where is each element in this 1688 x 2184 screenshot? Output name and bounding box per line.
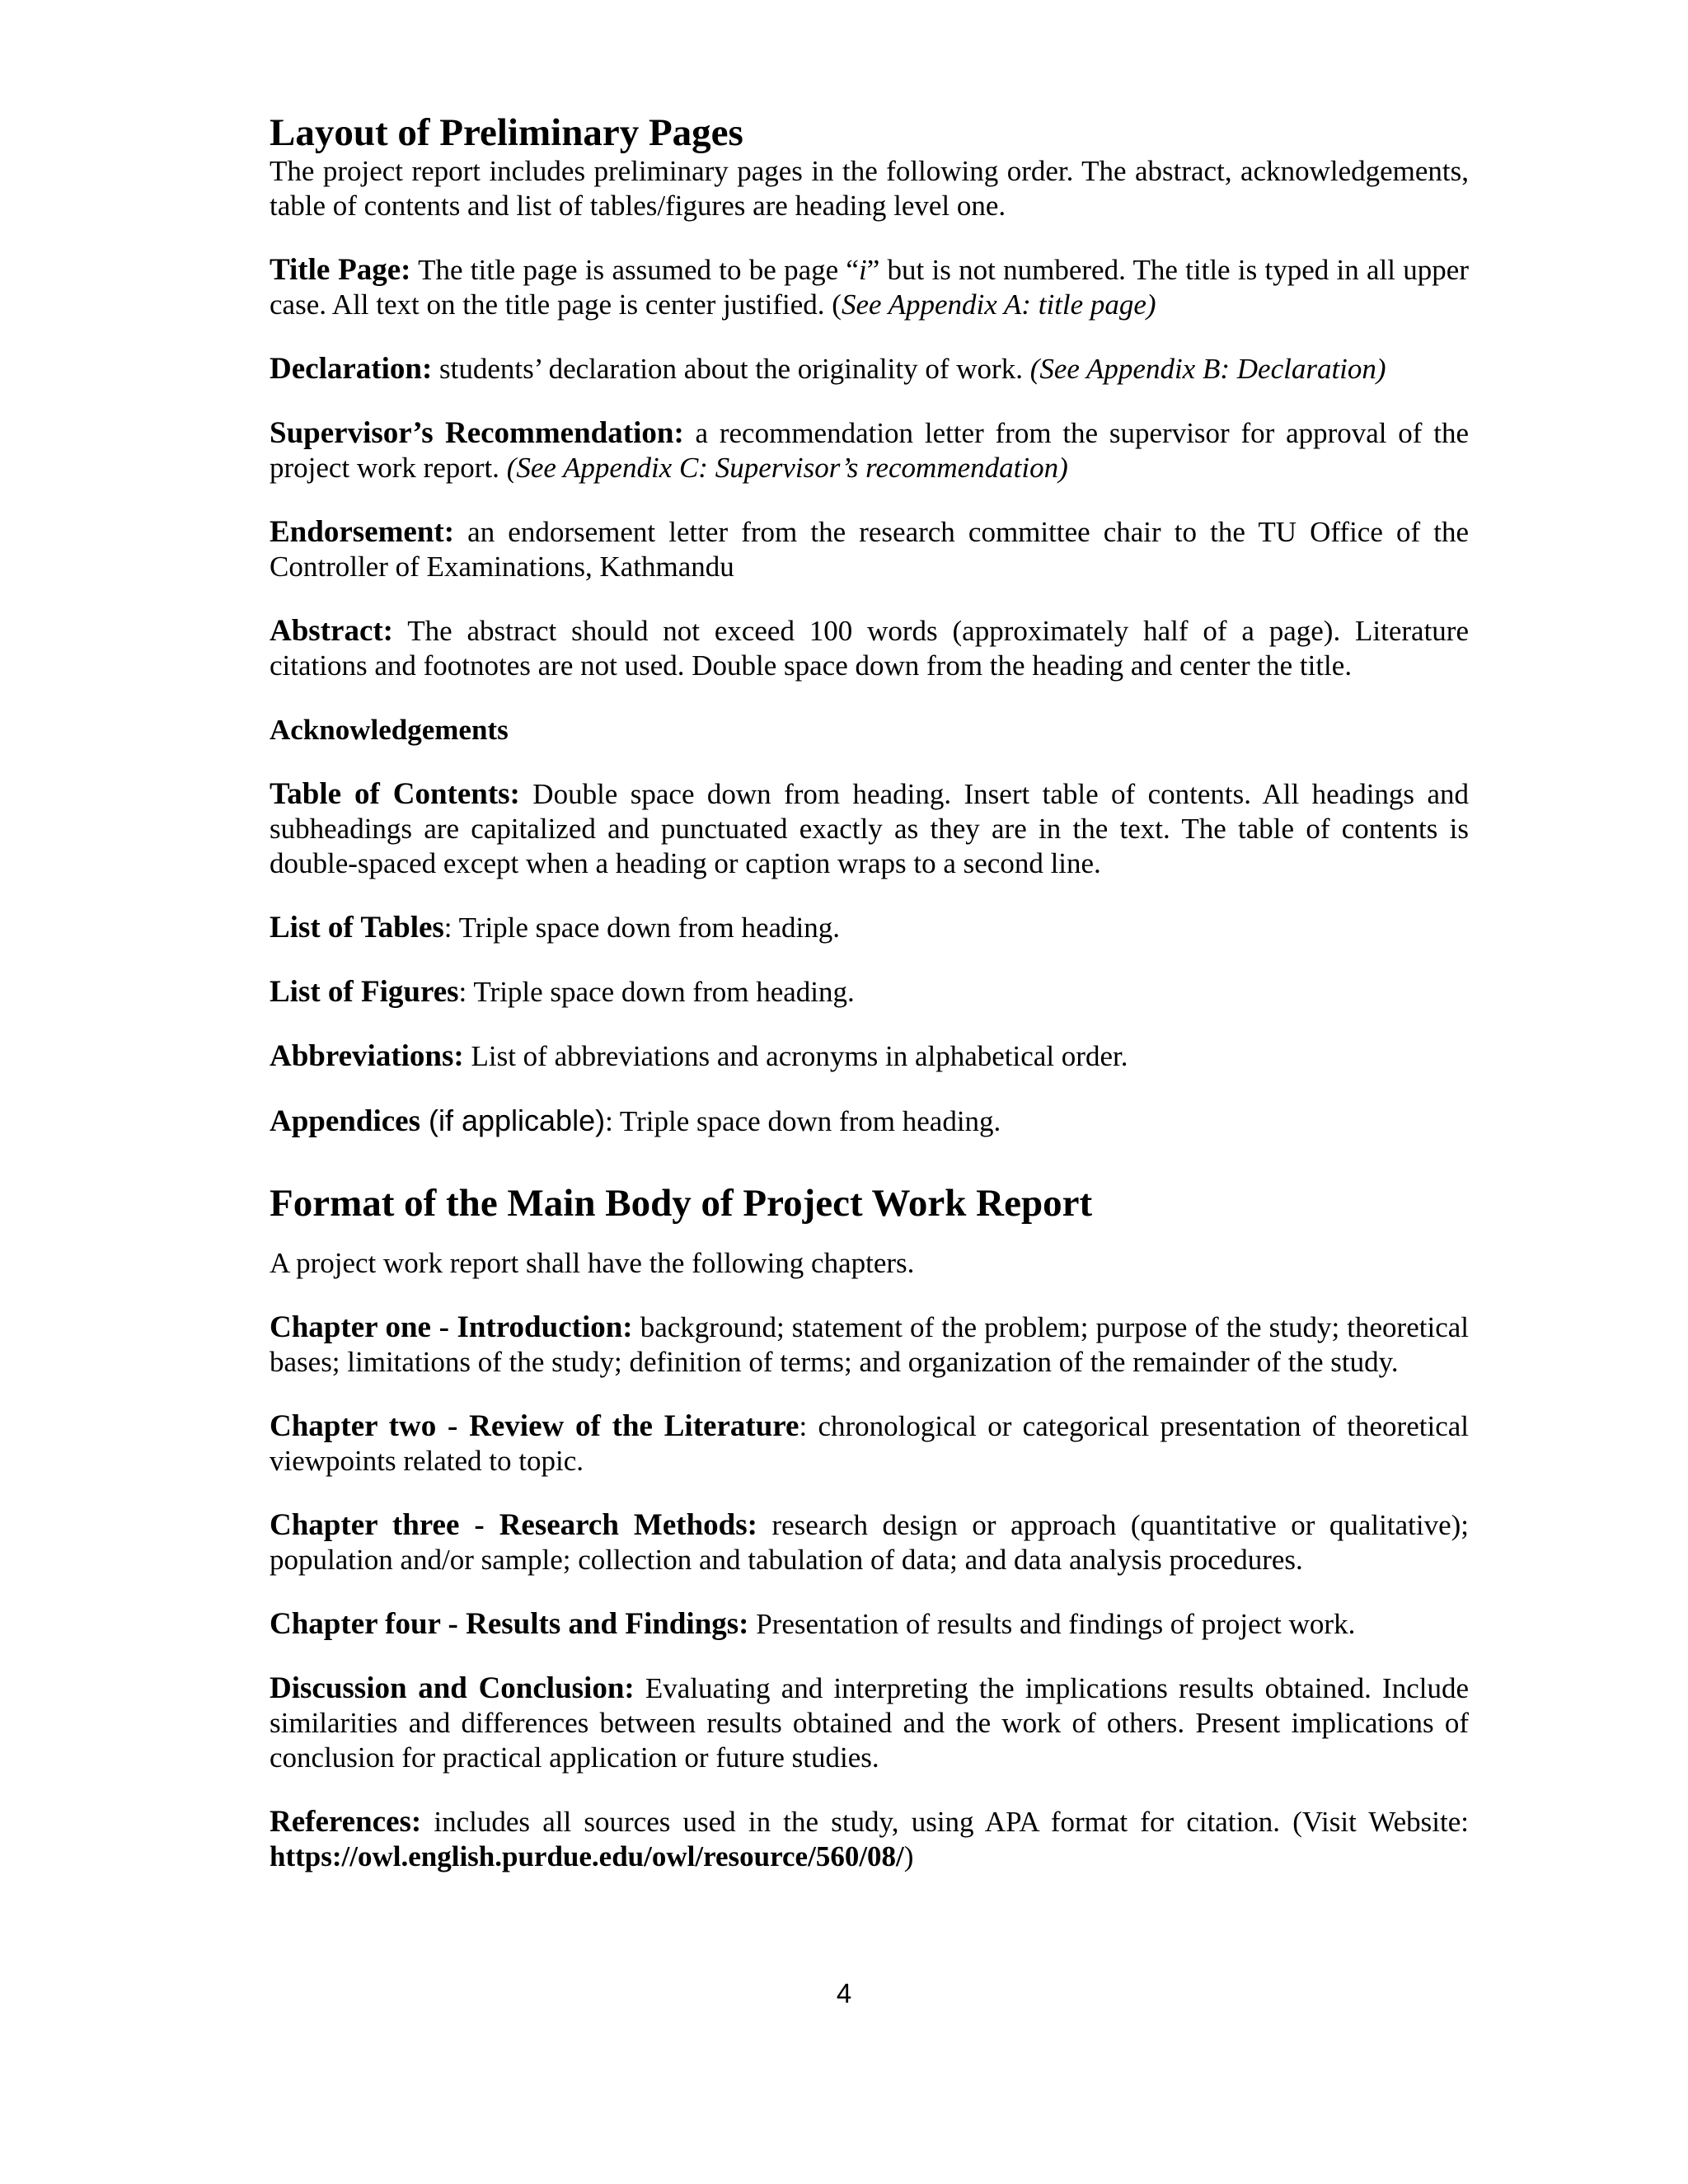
title-page-label: Title Page: (270, 253, 411, 287)
declaration-text: students’ declaration about the originality of work. (432, 353, 1030, 385)
supervisor-text: a recommendation letter from the supervisor for approval of the project work report. (270, 417, 1469, 484)
list-of-figures-item (270, 975, 1469, 1010)
endorsement-text: an endorsement letter from the research committee chair to the TU Office of the Controller of Examinations, Kathmandu (270, 516, 1469, 583)
chapter-two-item (270, 1409, 1469, 1479)
abbreviations-text: List of abbreviations and acronyms in alphabetical order. (463, 1040, 1128, 1072)
supervisor-appendix-ref: (See Appendix C: Supervisor’s recommendation) (506, 452, 1068, 484)
title-page-appendix-ref: See Appendix A: title page) (841, 288, 1156, 321)
title-page-italic-i: i (858, 254, 867, 286)
references-label: References: (270, 1805, 422, 1839)
chapter-four-label: Chapter four - Results and Findings: (270, 1607, 749, 1641)
chapter-three-text: research design or approach (quantitative or qualitative); population and/or sample; collection and tabulation of data; and data analysis procedures. (270, 1509, 1469, 1576)
acknowledgements-label: Acknowledgements (270, 714, 509, 746)
discussion-item (270, 1671, 1469, 1775)
chapter-three-label: Chapter three - Research Methods: (270, 1508, 757, 1542)
title-page-text-before: The title page is assumed to be page “ (410, 254, 859, 286)
acknowledgements-item (270, 713, 1469, 748)
title-page-item (270, 253, 1469, 322)
chapter-four-text: Presentation of results and findings of project work. (748, 1608, 1356, 1640)
chapter-one-item (270, 1310, 1469, 1380)
preliminary-intro: The project report includes preliminary pages in the following order. The abstract, acknowledgements, table of contents and list of tables/figures are heading level one. (270, 155, 1469, 222)
list-of-tables-item (270, 911, 1469, 945)
declaration-item (270, 352, 1469, 387)
chapter-one-text: background; statement of the problem; purpose of the study; theoretical bases; limitations of the study; definition of terms; and organization of the remainder of the study. (270, 1311, 1469, 1378)
title-page-text-after: ” but is not numbered. The title is typed in all upper case. All text on the title page is center justified. ( (270, 254, 1469, 321)
abstract-item (270, 614, 1469, 683)
appendices-item (270, 1104, 1469, 1139)
references-close: ) (903, 1840, 914, 1872)
supervisor-item (270, 416, 1469, 485)
chapter-four-item (270, 1607, 1469, 1642)
endorsement-item (270, 515, 1469, 584)
abbreviations-item (270, 1039, 1469, 1074)
list-of-figures-label: List of Figures (270, 975, 459, 1009)
abbreviations-label: Abbreviations: (270, 1039, 464, 1073)
section-heading-preliminary-pages: Layout of Preliminary Pages (270, 111, 743, 154)
appendices-text: : Triple space down from heading. (605, 1105, 1001, 1137)
list-of-tables-label: List of Tables (270, 911, 444, 944)
list-of-tables-text: : Triple space down from heading. (443, 912, 841, 944)
toc-label: Table of Contents: (270, 777, 520, 811)
chapter-three-item (270, 1508, 1469, 1577)
endorsement-label: Endorsement: (270, 515, 455, 549)
chapter-two-text: : chronological or categorical presentation of theoretical viewpoints related to topic. (270, 1410, 1469, 1477)
references-item (270, 1805, 1469, 1874)
chapter-two-label: Chapter two - Review of the Literature (270, 1409, 799, 1443)
appendices-paren: (if applicable) (420, 1104, 606, 1137)
page-number: 4 (836, 1978, 852, 2008)
toc-text: Double space down from heading. Insert table of contents. All headings and subheadings are capitalized and punctuated exactly as they are in the text. The table of contents is double-spaced except when a heading or caption wraps to a second line. (270, 778, 1470, 879)
references-text: includes all sources used in the study, using APA format for citation. (Visit Website: (421, 1806, 1469, 1838)
discussion-label: Discussion and Conclusion: (270, 1671, 635, 1705)
references-url-link[interactable]: https://owl.english.purdue.edu/owl/resource/560/08/ (270, 1840, 904, 1872)
discussion-text: Evaluating and interpreting the implications results obtained. Include similarities and differences between results obtained and the work of others. Present implications of conclusion for practical application or future studies. (270, 1672, 1469, 1774)
abstract-text: The abstract should not exceed 100 words (approximately half of a page). Literature citations and footnotes are not used. Double space down from the heading and center the title. (270, 615, 1469, 682)
main-body-intro: A project work report shall have the following chapters. (270, 1247, 915, 1279)
appendices-label: Appendices (270, 1104, 420, 1138)
toc-item (270, 777, 1469, 881)
declaration-appendix-ref: (See Appendix B: Declaration) (1029, 353, 1386, 385)
supervisor-label: Supervisor’s Recommendation: (270, 416, 684, 450)
document-body (270, 111, 1469, 1904)
list-of-figures-text: : Triple space down from heading. (458, 976, 855, 1008)
chapter-one-label: Chapter one - Introduction: (270, 1310, 633, 1344)
section-heading-main-body: Format of the Main Body of Project Work Report (270, 1182, 1093, 1225)
abstract-label: Abstract: (270, 614, 394, 648)
declaration-label: Declaration: (270, 352, 433, 386)
